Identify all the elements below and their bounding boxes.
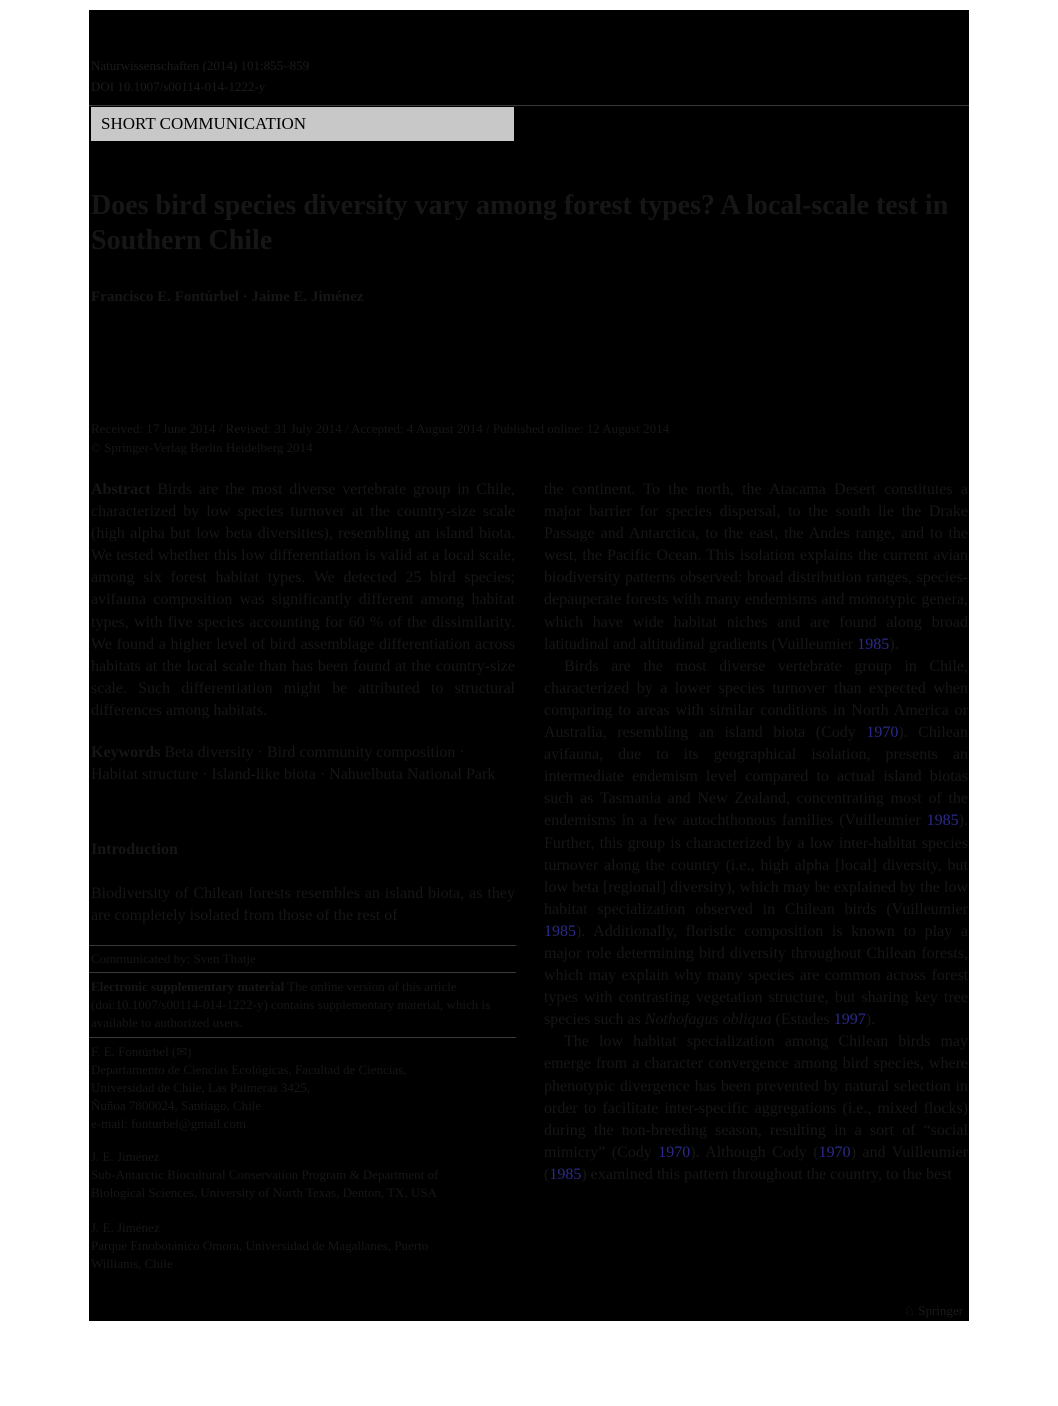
citation-link[interactable]: 1985	[857, 635, 890, 653]
citation-link[interactable]: 1985	[549, 1165, 582, 1183]
abstract-label: Abstract	[91, 481, 151, 498]
citation-link[interactable]: 1970	[818, 1143, 851, 1161]
affiliation-line: Parque Etnobotánico Omora, Universidad de Magallanes, Puerto	[91, 1238, 429, 1253]
affiliation-2	[91, 1148, 515, 1202]
page	[89, 10, 969, 1321]
article-title: Does bird species diversity vary among forest types? A local-scale test in Southern Chile	[91, 190, 949, 256]
citation-link[interactable]: 1970	[866, 724, 899, 742]
affiliation-name: J. E. Jiménez	[91, 1220, 160, 1235]
communicated-by: Communicated by: Sven Thatje	[91, 951, 256, 966]
left-column	[91, 479, 515, 786]
introduction-text: Biodiversity of Chilean forests resembles an island biota, as they are completely isolated from those of the rest of	[91, 885, 515, 925]
doi: DOI 10.1007/s00114-014-1222-y	[91, 79, 266, 94]
abstract	[91, 479, 515, 722]
affiliation-name: F. E. Fontúrbel (✉)	[91, 1044, 192, 1059]
affiliation-line: Williams, Chile	[91, 1256, 173, 1271]
esm-text: The online version of this article (doi:10.1007/s00114-014-1222-y) contains supplementary material, which is available to authorized users.	[91, 979, 491, 1030]
affiliation-line: Ñuñoa 7800024, Santiago, Chile	[91, 1098, 262, 1113]
footnote-rule	[89, 972, 516, 973]
affiliation-line: Universidad de Chile, Las Palmeras 3425,	[91, 1080, 311, 1095]
affiliation-line: Departamento de Ciencias Ecológicas, Facultad de Ciencias,	[91, 1062, 407, 1077]
text-run: ) and Vuilleumier (	[544, 1143, 969, 1183]
text-run: ). Further, this group is characterized by a low inter-habitat species turnover along the country (i.e., high alpha [local] diversity, but low beta [regional] diversity), which may be explained by the low habitat specialization observed in Chilean birds (Vuilleumier	[544, 812, 968, 918]
citation-link[interactable]: 1985	[544, 922, 576, 940]
keywords-label: Keywords	[91, 744, 161, 762]
history-line: Received: 17 June 2014 / Revised: 31 July 2014 / Accepted: 4 August 2014 / Published online: 12 August 2014	[91, 421, 670, 436]
text-run: ). Although Cody (	[690, 1143, 819, 1161]
affiliation-line: Biological Sciences, University of North Texas, Denton, TX, USA	[91, 1185, 437, 1200]
text-run: Birds are the most diverse vertebrate group in Chile, characterized by a lower species turnover than expected when comparing to areas with similar conditions in North America or Australia, resembling an island biota (Cody	[544, 657, 968, 742]
text-run: the continent. To the north, the Atacama Desert constitutes a major barrier for species dispersal, to the south lie the Drake Passage and Antarctica, to the east, the Andes range, and to the west, the Pacific Ocean. This isolation explains the current avian biodiversity patterns observed: broad distribution ranges, species-depauperate forests with many endemisms and monotypic genera, which have wide habitat niches and are found along broad latitudinal and altitudinal gradients (Vuilleumier	[544, 481, 968, 653]
affiliation-1	[91, 1043, 515, 1133]
authors: Francisco E. Fontúrbel · Jaime E. Jiménez	[91, 289, 364, 305]
text-run: ).	[889, 635, 899, 653]
text-run: ). Additionally, floristic composition is known to play a major role determining bird diversity throughout Chilean forests, which may explain why many species are common across forest types with contrasting vegetation structure, but sharing key tree species such as	[544, 922, 968, 1029]
publication-dates	[91, 419, 961, 457]
paragraph	[544, 656, 968, 1032]
copyright-line: © Springer-Verlag Berlin Heidelberg 2014	[91, 440, 313, 455]
header-rule	[89, 105, 969, 106]
publisher-footer	[903, 1303, 963, 1319]
keywords-text: Beta diversity · Bird community composition · Habitat structure · Island-like biota · Nahuelbuta National Park	[91, 744, 496, 784]
citation-link[interactable]: 1970	[658, 1143, 691, 1161]
section-heading-introduction: Introduction	[91, 841, 178, 858]
keywords	[91, 742, 515, 786]
text-run: The low habitat specialization among Chilean birds may emerge from a character convergence among bird species, where phenotypic divergence has been prevented by natural selection in order to facilitate inter-specific aggregations (i.e., mixed flocks) during the non-breeding season, resulting in a sort of “social mimicry” (Cody	[544, 1033, 968, 1161]
footnote-rule	[89, 1037, 516, 1038]
affiliation-line: Sub-Antarctic Biocultural Conservation Program & Department of	[91, 1167, 439, 1182]
right-column	[544, 479, 968, 1186]
esm-note	[91, 978, 515, 1032]
springer-logo-icon: ♘	[903, 1303, 915, 1318]
abstract-text: Birds are the most diverse vertebrate group in Chile, characterized by low species turnover at the country-size scale (high alpha but low beta diversities), resembling an island biota. We tested whether this low differentiation is valid at a local scale, among six forest habitat types. We detected 25 bird species; avifauna composition was significantly different among habitat types, with five species accounting for 60 % of the dissimilarity. We found a higher level of bird assemblage differentiation across habitats at the local scale than has been found at the country-size scale. Such differentiation might be attributed to structural differences among habitats.	[91, 481, 515, 719]
text-run: ).	[865, 1011, 876, 1029]
text-run: ) examined this pattern throughout the country, to the best	[581, 1165, 952, 1183]
esm-label: Electronic supplementary material	[91, 979, 285, 994]
footnote-rule	[89, 945, 516, 946]
species-name: Nothofagus obliqua	[644, 1011, 772, 1029]
section-label: SHORT COMMUNICATION	[91, 107, 514, 141]
text-run: ). Chilean avifauna, due to its geographical isolation, presents an intermediate endemism level compared to actual island biotas such as Tasmania and New Zealand, concentrating most of the endemisms in a few autochthonous families (Vuilleumier	[544, 724, 969, 830]
journal-citation: Naturwissenschaften (2014) 101:855–859	[91, 58, 310, 73]
email[interactable]: e-mail: fonturbel@gmail.com	[91, 1116, 246, 1131]
paragraph	[544, 479, 968, 656]
citation-link[interactable]: 1997	[833, 1011, 866, 1029]
publisher-name: Springer	[918, 1303, 963, 1318]
affiliation-3	[91, 1219, 515, 1273]
affiliation-name: J. E. Jiménez	[91, 1149, 160, 1164]
text-run: (Estades	[771, 1011, 834, 1029]
citation-link[interactable]: 1985	[926, 812, 959, 830]
paragraph	[544, 1031, 968, 1186]
